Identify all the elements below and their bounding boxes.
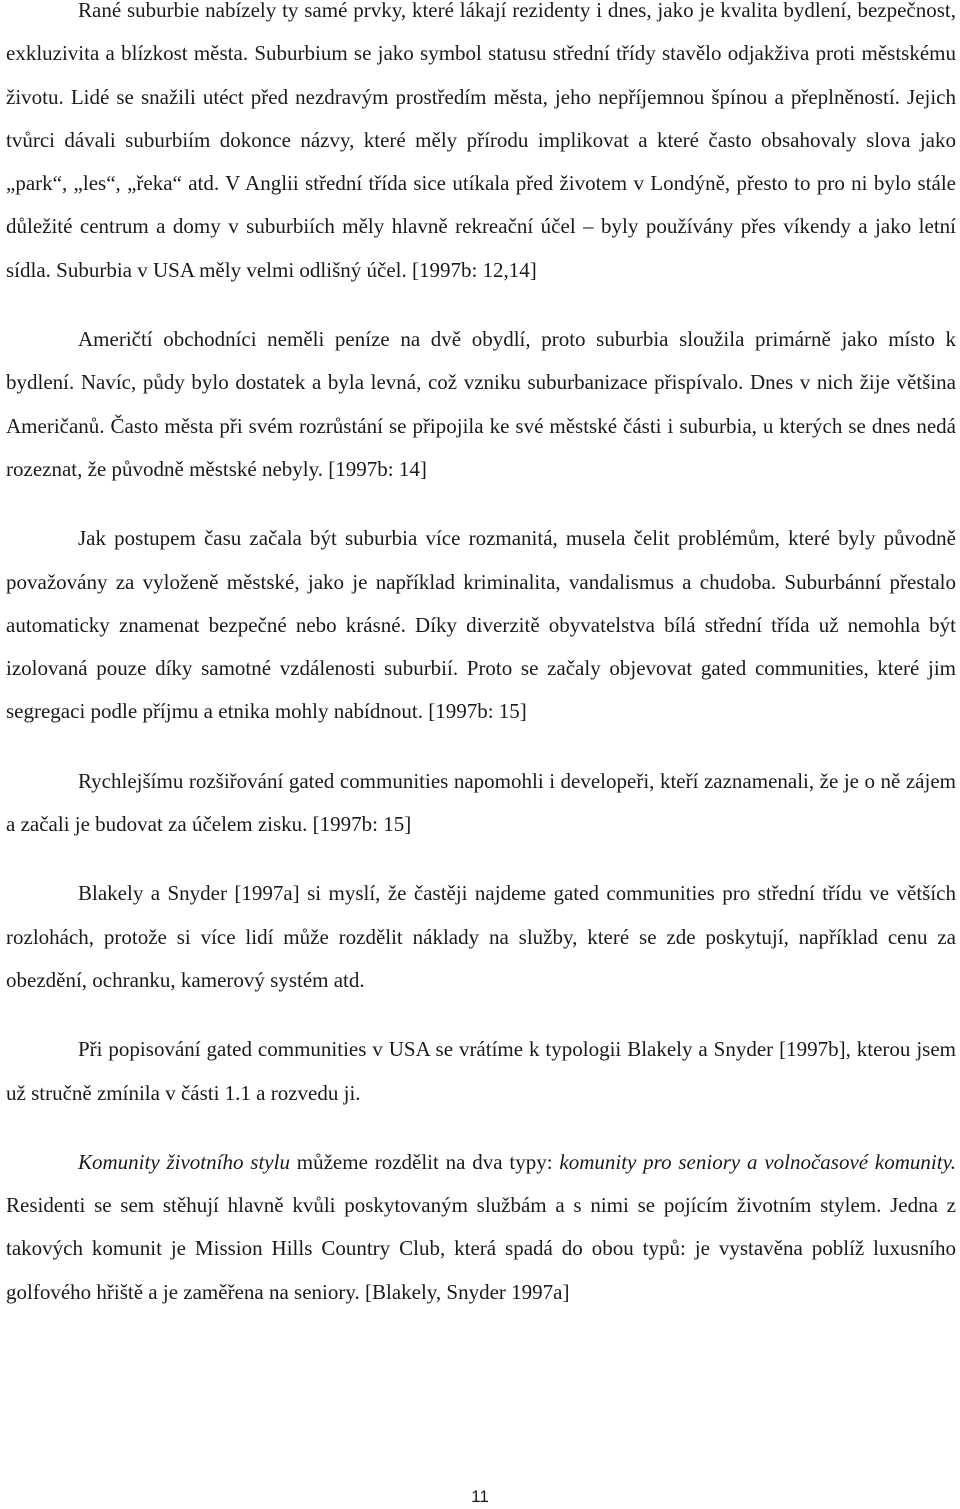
paragraph-7: [6, 1141, 956, 1314]
paragraph-7-text-2: Residenti se sem stěhují hlavně kvůli poskytovaným službám a s nimi se pojícím životním stylem. Jedna z takových komunit je Mission Hills Country Club, která spadá do obou typů: je vystavěna poblíž luxusního golfového hřiště a je zaměřena na seniory. [Blakely, Snyder 1997a]: [6, 1193, 956, 1304]
body-text: [6, 0, 956, 1314]
paragraph-3: Jak postupem času začala být suburbia více rozmanitá, musela čelit problémům, které byly původně považovány za vyloženě městské, jako je například kriminalita, vandalismus a chudoba. Suburbánní přestalo automaticky znamenat bezpečné nebo krásné. Díky diverzitě obyvatelstva bílá střední třída už nemohla být izolovaná pouze díky samotné vzdálenosti suburbií. Proto se začaly objevovat gated communities, které jim segregaci podle příjmu a etnika mohly nabídnout. [1997b: 15]: [6, 526, 956, 724]
paragraph-1: Rané suburbie nabízely ty samé prvky, které lákají rezidenty i dnes, jako je kvalita bydlení, bezpečnost, exkluzivita a blízkost města. Suburbium se jako symbol statusu střední třídy stavělo odjakživa proti městskému životu. Lidé se snažili utéct před nezdravým prostředím města, jeho nepříjemnou špínou a přeplněností. Jejich tvůrci dávali suburbiím dokonce názvy, které měly přírodu implikovat a které často obsahovaly slova jako „park“, „les“, „řeka“ atd. V Anglii střední třída sice utíkala před životem v Londýně, přesto to pro ni bylo stále důležité centrum a domy v suburbiích měly hlavně rekreační účel – byly používány přes víkendy a jako letní sídla. Suburbia v USA měly velmi odlišný účel. [1997b: 12,14]: [6, 0, 956, 282]
paragraph-6: Při popisování gated communities v USA se vrátíme k typologii Blakely a Snyder [1997b], kterou jsem už stručně zmínila v části 1.1 a rozvedu ji.: [6, 1037, 956, 1105]
italic-term-community-types: komunity pro seniory a volnočasové komunity.: [559, 1149, 956, 1174]
paragraph-2: Američtí obchodníci neměli peníze na dvě obydlí, proto suburbia sloužila primárně jako místo k bydlení. Navíc, půdy bylo dostatek a byla levná, což vzniku suburbanizace přispívalo. Dnes v nich žije většina Američanů. Často města při svém rozrůstání se připojila ke své městské části i suburbia, u kterých se dnes nedá rozeznat, že původně městské nebyly. [1997b: 14]: [6, 327, 956, 481]
paragraph-7-text-1: můžeme rozdělit na dva typy:: [289, 1149, 560, 1174]
paragraph-5: Blakely a Snyder [1997a] si myslí, že častěji najdeme gated communities pro střední třídu ve větších rozlohách, protože si více lidí může rozdělit náklady na služby, které se zde poskytují, například cenu za obezdění, ochranku, kamerový systém atd.: [6, 881, 956, 992]
paragraph-4: Rychlejšímu rozšiřování gated communities napomohli i developeři, kteří zaznamenali, že je o ně zájem a začali je budovat za účelem zisku. [1997b: 15]: [6, 768, 956, 837]
page-number: 11: [471, 1487, 489, 1506]
italic-term-lifestyle-communities: Komunity životního stylu: [78, 1149, 290, 1174]
